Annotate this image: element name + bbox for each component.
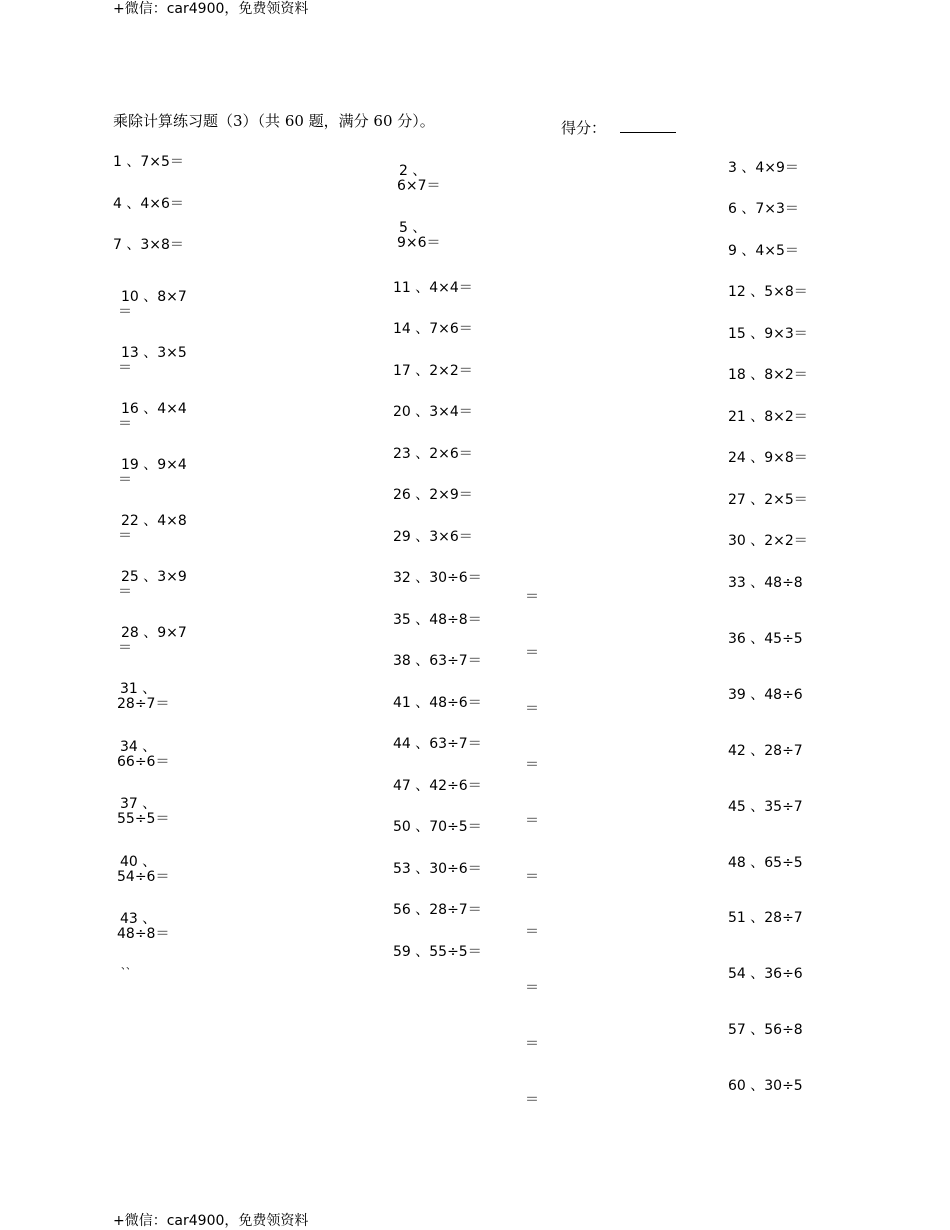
problem-5: 9×6＝ — [397, 235, 441, 251]
problem-36: 36 、45÷5 — [728, 631, 803, 647]
problem-28-eq: ＝ — [118, 640, 132, 656]
watermark-bottom: +微信：car4900，免费领资料 — [113, 1213, 309, 1229]
problem-34: 66÷6＝ — [117, 754, 170, 770]
problem-17: 17 、2×2＝ — [393, 363, 473, 379]
problem-21: 21 、8×2＝ — [728, 409, 808, 425]
problem-40-num: 40 、 — [120, 854, 157, 870]
problem-48: 48 、65÷5 — [728, 855, 803, 871]
problem-6: 6 、7×3＝ — [728, 201, 799, 217]
problem-7: 7 、3×8＝ — [113, 237, 184, 253]
problem-39-eq: ＝ — [525, 701, 539, 717]
problem-57-eq: ＝ — [525, 1036, 539, 1052]
worksheet-title: 乘除计算练习题（3）（共 60 题，满分 60 分）。 — [113, 112, 435, 130]
problem-24: 24 、9×8＝ — [728, 450, 808, 466]
problem-5-num: 5 、 — [399, 220, 427, 236]
problem-56: 56 、28÷7＝ — [393, 902, 482, 918]
problem-60: 60 、30÷5 — [728, 1078, 803, 1094]
problem-23: 23 、2×6＝ — [393, 446, 473, 462]
problem-29: 29 、3×6＝ — [393, 529, 473, 545]
problem-11: 11 、4×4＝ — [393, 280, 473, 296]
watermark-top: +微信：car4900，免费领资料 — [113, 1, 309, 17]
problem-3: 3 、4×9＝ — [728, 160, 799, 176]
problem-33: 33 、48÷8 — [728, 575, 803, 591]
problem-20: 20 、3×4＝ — [393, 404, 473, 420]
problem-45: 45 、35÷7 — [728, 799, 803, 815]
problem-36-eq: ＝ — [525, 645, 539, 661]
problem-16: 16 、4×4 — [121, 401, 187, 417]
problem-9: 9 、4×5＝ — [728, 243, 799, 259]
problem-43-num: 43 、 — [120, 911, 157, 927]
problem-14: 14 、7×6＝ — [393, 321, 473, 337]
problem-51: 51 、28÷7 — [728, 910, 803, 926]
problem-22-eq: ＝ — [118, 528, 132, 544]
problem-45-eq: ＝ — [525, 813, 539, 829]
problem-15: 15 、9×3＝ — [728, 326, 808, 342]
problem-42-eq: ＝ — [525, 757, 539, 773]
problem-51-eq: ＝ — [525, 924, 539, 940]
problem-32: 32 、30÷6＝ — [393, 570, 482, 586]
problem-54: 54 、36÷6 — [728, 966, 803, 982]
problem-4: 4 、4×6＝ — [113, 196, 184, 212]
problem-41: 41 、48÷6＝ — [393, 695, 482, 711]
problem-44: 44 、63÷7＝ — [393, 736, 482, 752]
problem-16-eq: ＝ — [118, 416, 132, 432]
problem-26: 26 、2×9＝ — [393, 487, 473, 503]
problem-1: 1 、7×5＝ — [113, 154, 184, 170]
problem-40: 54÷6＝ — [117, 869, 170, 885]
problem-54-eq: ＝ — [525, 980, 539, 996]
problem-46-fragment: 、、 — [121, 961, 136, 972]
problem-42: 42 、28÷7 — [728, 743, 803, 759]
problem-60-eq: ＝ — [525, 1092, 539, 1108]
problem-13-eq: ＝ — [118, 360, 132, 376]
score-blank — [620, 120, 676, 133]
problem-57: 57 、56÷8 — [728, 1022, 803, 1038]
problem-25-eq: ＝ — [118, 584, 132, 600]
problem-37-num: 37 、 — [120, 796, 157, 812]
score-label: 得分： — [561, 120, 676, 136]
problem-19: 19 、9×4 — [121, 457, 187, 473]
problem-48-eq: ＝ — [525, 869, 539, 885]
problem-39: 39 、48÷6 — [728, 687, 803, 703]
problem-59: 59 、55÷5＝ — [393, 944, 482, 960]
problem-25: 25 、3×9 — [121, 569, 187, 585]
problem-33-eq: ＝ — [525, 589, 539, 605]
problem-2-num: 2 、 — [399, 163, 427, 179]
problem-18: 18 、8×2＝ — [728, 367, 808, 383]
problem-27: 27 、2×5＝ — [728, 492, 808, 508]
problem-28: 28 、9×7 — [121, 625, 187, 641]
problem-13: 13 、3×5 — [121, 345, 187, 361]
problem-2: 6×7＝ — [397, 178, 441, 194]
problem-10: 10 、8×7 — [121, 289, 187, 305]
problem-43: 48÷8＝ — [117, 926, 170, 942]
problem-50: 50 、70÷5＝ — [393, 819, 482, 835]
problem-47: 47 、42÷6＝ — [393, 778, 482, 794]
problem-31: 28÷7＝ — [117, 696, 170, 712]
problem-53: 53 、30÷6＝ — [393, 861, 482, 877]
problem-35: 35 、48÷8＝ — [393, 612, 482, 628]
problem-37: 55÷5＝ — [117, 811, 170, 827]
problem-10-eq: ＝ — [118, 304, 132, 320]
problem-22: 22 、4×8 — [121, 513, 187, 529]
problem-38: 38 、63÷7＝ — [393, 653, 482, 669]
problem-12: 12 、5×8＝ — [728, 284, 808, 300]
problem-31-num: 31 、 — [120, 681, 157, 697]
problem-34-num: 34 、 — [120, 739, 157, 755]
problem-30: 30 、2×2＝ — [728, 533, 808, 549]
problem-19-eq: ＝ — [118, 472, 132, 488]
